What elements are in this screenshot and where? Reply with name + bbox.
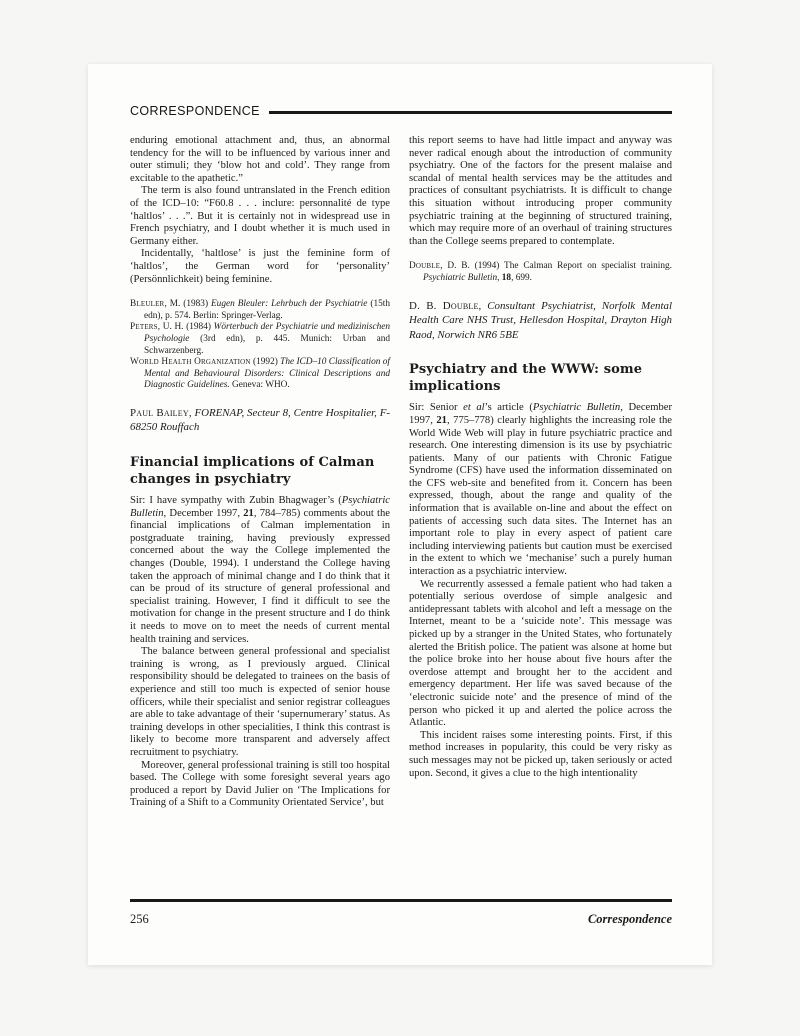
text-segment-i: FORENAP, Secteur 8, Centre Hospitalier, F-68250 Rouffach [130, 406, 391, 434]
letter-paragraph [130, 185, 390, 248]
page-title: CORRESPONDENCE [130, 104, 260, 118]
header-rule [269, 111, 672, 114]
text-segment: We recurrently assessed a female patient who had taken a potentially serious overdose of simple analgesic and antidepressant tablets with alcohol and left a message on the Internet, meant to be a ‘suicide note’. This message was picked up by a stranger in the United States, who fortunately alerted the British police. The patient was alsone at home but the police broke into her house about five hours after the overdose attempt and brought her to the accident and emergency department. Her life was saved because of the ‘electronic suicide note’ and the presence of mind of the person who picked it up and alerted the police across the Atlantic. [409, 578, 672, 729]
reference-list [130, 299, 390, 392]
text-segment: Moreover, general professional training is still too hospital based. The College with some foresight several years ago produced a report by David Julier on ‘The Implications for Training of a Shift to a Community Orientated Service’, but [130, 759, 390, 809]
text-segment: , D. B. (1994) The Calman Report on specialist training. [440, 261, 672, 272]
letter-paragraph [130, 760, 390, 810]
reference-list [409, 261, 672, 284]
text-segment-i: Wörterbuch der Psychiatrie und medizinischen Psychologie [144, 322, 390, 344]
text-segment-i: Psychiatric Bulletin [532, 402, 621, 414]
left-column [130, 135, 390, 899]
text-segment: this report seems to have had little impact and anyway was never radical enough about the introduction of community psychiatry. One of the factors for the present malaise and scandal of mental health services may be the attitudes and practices of consultant psychiatrists. It is difficult to change this situation without introducing proper community psychiatric training at the beginning of structured training, which may require more of an overhaul of training structures than the College seems prepared to contemplate. [409, 135, 672, 247]
text-segment-sc: Peters [130, 322, 158, 333]
text-segment: ’s article ( [484, 402, 533, 414]
letter-paragraph [409, 135, 672, 248]
text-segment: Geneva: WHO. [229, 380, 290, 391]
text-segment-i: Psychiatric Bulletin [423, 272, 498, 283]
text-segment-i: Eugen Bleuler: Lehrbuch der Psychiatrie [211, 299, 368, 310]
reference-entry [130, 322, 390, 357]
author-signature [409, 299, 672, 343]
running-foot-title: Correspondence [587, 912, 672, 926]
text-segment: Sir: Senior [409, 402, 464, 414]
page-content [130, 104, 672, 927]
text-segment: , 775–778) clearly highlights the increasing role the World Wide Web will play in future psychiatric practice and research. One interesting dimension is its use by psychiatric patients. Many of our patients with Chronic Fatigue Syndrome (CFS) have used the information disseminated on the CFS web-site and benefited from it. Concern has been expressed, though, about the range and quality of the information that is available on-line and about the effect on patients of accessing such data sites. The Internet has an important role to play in every aspect of patient care including interviewing patients but caution must be exercised in the extent to which we ‘mechanise’ such a purely human interaction as a psychiatric interview. [409, 414, 672, 578]
text-segment-i: The ICD–10 Classification of Mental and Behavioural Disorders: Clinical Descriptions and Diagnostic Guidelines. [144, 357, 390, 391]
running-head [130, 104, 672, 118]
text-segment: , 699. [511, 272, 532, 283]
text-segment-i: Psychiatric Bulletin [130, 495, 390, 519]
text-segment-i: Consultant Psychiatrist, Norfolk Mental Health Care NHS Trust, Hellesdon Hospital, Drayton High Raod, Norwich NR6 5BE [409, 299, 672, 341]
text-columns [130, 135, 672, 899]
letter-paragraph [130, 248, 390, 286]
text-segment-sc: World Health Organization [130, 357, 251, 368]
text-segment: (3rd edn), p. 445. Munich: Urban and Schwarzenberg. [144, 333, 390, 356]
letter-heading: Financial implications of Calman changes in psychiatry [130, 455, 375, 487]
text-segment-sc: Double [409, 261, 441, 272]
text-segment-sc: Paul Bailey [130, 406, 189, 419]
text-segment: (1992) [250, 357, 281, 368]
text-segment: , [478, 299, 488, 312]
letter-paragraph [409, 402, 672, 578]
text-segment-i: et al [463, 402, 485, 414]
text-segment-sc: Bleuler [130, 299, 165, 310]
text-segment: , U. H. (1984) [157, 322, 214, 333]
letter-paragraph [409, 730, 672, 780]
reference-entry [130, 357, 390, 392]
right-column [409, 135, 672, 899]
reference-entry [409, 261, 672, 284]
text-segment: , December 1997, [409, 402, 672, 426]
text-segment: The term is also found untranslated in the French edition of the ICD–10: “F60.8 . . . inclure: personnalité de type ‘haltlos’ . . .”. But it is certainly not in widespread use in French psychiatry, and I doubt whether it is much used in Germany either. [130, 185, 390, 247]
letter-heading: Psychiatry and the WWW: some implications [409, 362, 643, 394]
letter-paragraph [130, 135, 390, 185]
page-footer [130, 912, 672, 927]
text-segment: , December 1997, [163, 507, 244, 519]
footer-rule [130, 899, 672, 902]
journal-page [88, 64, 712, 965]
text-segment: , M. (1983) [164, 299, 211, 310]
text-segment-b: 21 [243, 507, 254, 519]
text-segment: (15th edn), p. 574. Berlin: Springer-Verlag. [144, 299, 390, 321]
author-signature [130, 406, 390, 435]
text-segment: , 784–785) comments about the financial implications of Calman implementation in postgraduate training, having previously expressed concerned about the way the College implemented the changes (Double, 1994). I understand the College having taken the approach of minimal change and I do think that it can be proud of its structure of general professional and specialist training. However, I find it difficult to see the motivation for change in the present structure and I do think it needs to move on to meet the needs of current mental health training and services. [130, 507, 391, 645]
text-segment: enduring emotional attachment and, thus, an abnormal tendency for the will to be influenced by various inner and outer stimuli; they ‘blow hot and cold’. They range from excitable to the apathetic.” [130, 135, 390, 184]
text-segment-b: 18 [501, 272, 512, 283]
text-segment: , [497, 272, 502, 283]
letter-paragraph [409, 579, 672, 730]
text-segment: , [188, 406, 195, 419]
text-segment: This incident raises some interesting points. First, if this method increases in popularity, this could be very risky as such messages may not be picked up, taken seriously or acted upon. Second, it gives a clue to the high intentionality [409, 729, 672, 779]
text-segment: Sir: I have sympathy with Zubin Bhagwager’s ( [130, 495, 342, 507]
text-segment: The balance between general professional and specialist training is wrong, as I previously argued. Clinical responsibility should be delegated to trainees on the basis of experience and still too much is expected of senior house officers, while their specialist and senior registrar colleagues are able to take advantage of their ‘supernumerary’ status. As training develops in other specialities, I think this contrast is likely to become more transparent and adversely affect recruitment to psychiatry. [130, 646, 390, 758]
letter-paragraph [130, 646, 390, 759]
page-number: 256 [130, 912, 149, 926]
text-segment-sc: D. B. Double [409, 299, 479, 312]
text-segment-b: 21 [436, 414, 447, 426]
text-segment: Incidentally, ‘haltlose’ is just the feminine form of ‘haltlos’, the German word for ‘personality’ (Persönnlichkeit) being feminine. [130, 248, 390, 285]
letter-paragraph [130, 495, 390, 646]
reference-entry [130, 299, 390, 322]
